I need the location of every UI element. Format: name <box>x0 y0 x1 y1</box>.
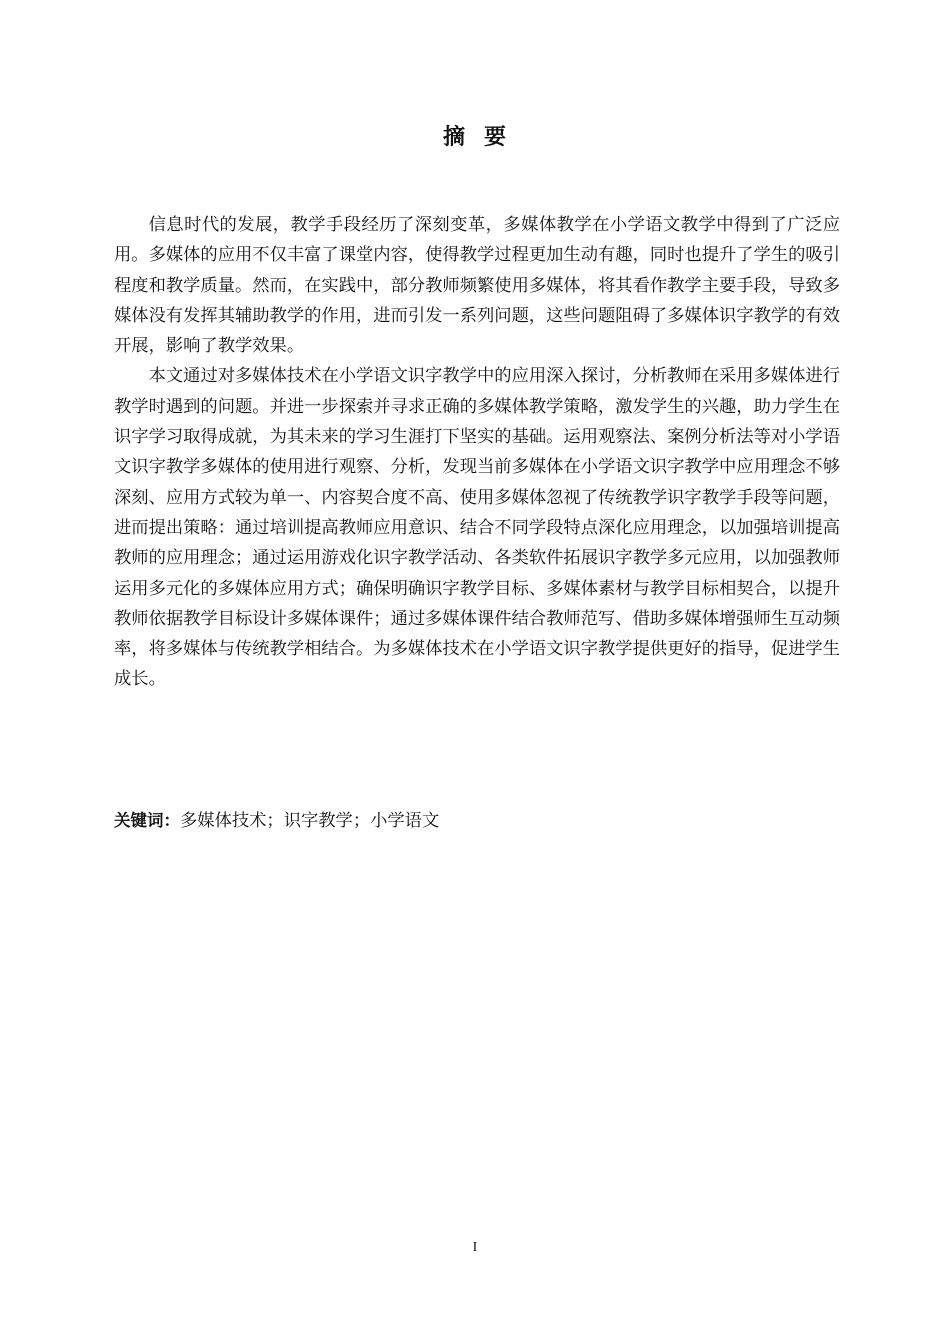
abstract-body <box>114 210 840 695</box>
title-char-1: 摘 <box>442 125 466 150</box>
title-char-2: 要 <box>484 125 508 150</box>
keywords-label: 关键词： <box>114 811 180 830</box>
abstract-paragraph-2: 本文通过对多媒体技术在小学语文识字教学中的应用深入探讨，分析教师在采用多媒体进行教学时遇到的问题。并进一步探索并寻求正确的多媒体教学策略，激发学生的兴趣，助力学生在识字学习取得成就，为其未来的学习生涯打下坚实的基础。运用观察法、案例分析法等对小学语文识字教学多媒体的使用进行观察、分析，发现当前多媒体在小学语文识字教学中应用理念不够深刻、应用方式较为单一、内容契合度不高、使用多媒体忽视了传统教学识字教学手段等问题，进而提出策略：通过培训提高教师应用意识、结合不同学段特点深化应用理念，以加强培训提高教师的应用理念；通过运用游戏化识字教学活动、各类软件拓展识字教学多元应用，以加强教师运用多元化的多媒体应用方式；确保明确识字教学目标、多媒体素材与教学目标相契合，以提升教师依据教学目标设计多媒体课件；通过多媒体课件结合教师范写、借助多媒体增强师生互动频率，将多媒体与传统教学相结合。为多媒体技术在小学语文识字教学提供更好的指导，促进学生成长。 <box>114 366 840 690</box>
keywords-text: 多媒体技术；识字教学；小学语文 <box>180 811 440 831</box>
abstract-paragraph-1: 信息时代的发展，教学手段经历了深刻变革，多媒体教学在小学语文教学中得到了广泛应用。多媒体的应用不仅丰富了课堂内容，使得教学过程更加生动有趣，同时也提升了学生的吸引程度和教学质量。然而，在实践中，部分教师频繁使用多媒体，将其看作教学主要手段，导致多媒体没有发挥其辅助教学的作用，进而引发一系列问题，这些问题阻碍了多媒体识字教学的有效开展，影响了教学效果。 <box>114 215 840 357</box>
keywords-line <box>114 806 840 836</box>
abstract-title <box>0 120 950 156</box>
page-number: I <box>472 1240 478 1255</box>
